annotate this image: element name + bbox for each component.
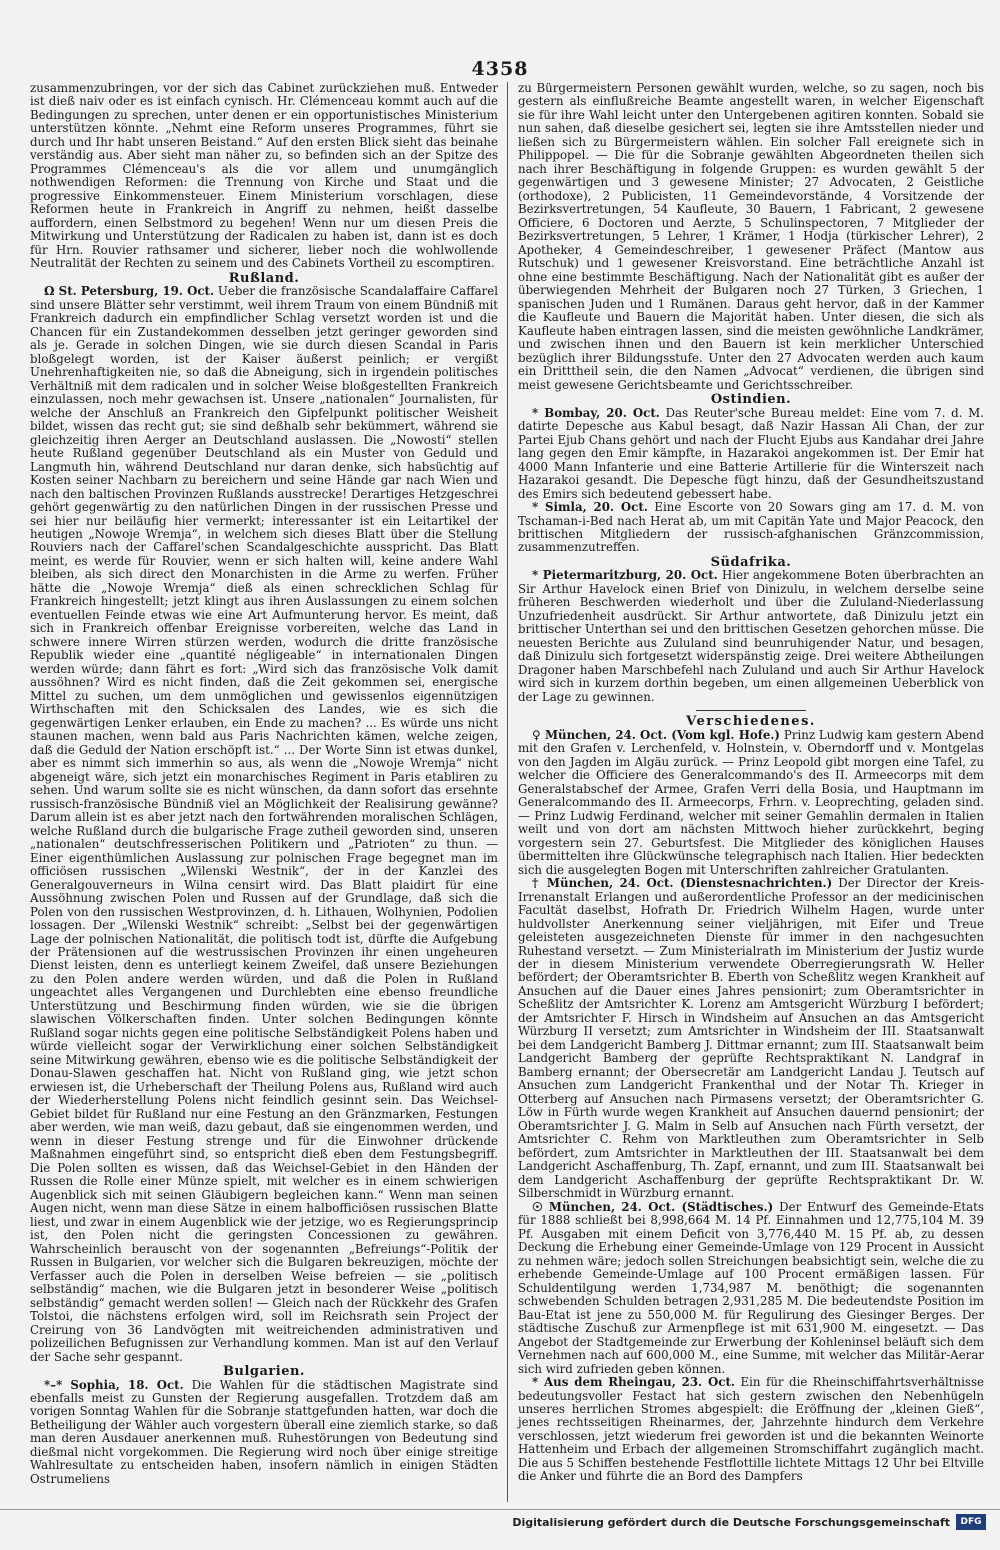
section-heading-verschiedenes: Verschiedenes. [686, 714, 816, 730]
article-muenchen-dienst [518, 877, 984, 1201]
section-divider [696, 710, 806, 711]
article-rheingau [518, 1376, 984, 1484]
dateline: * Bombay, 20. Oct. [532, 405, 660, 420]
article-bombay [518, 407, 984, 501]
article-body: Der Director der Kreis-Irrenanstalt Erlangen und außerordentliche Professor an der medicinischen Facultät daselbst, Hofrath Dr. Friedrich Wilhelm Hagen, wurde unter huldvollster Anerkennung seiner vieljährigen, mit Eifer und Treue geleisteten ausgezeichneten Dienste für immer in den nachgesuchten Ruhestand versetzt. — Zum Ministerialrath im Ministerium der Justiz wurde der in diesem Ministerium verwendete Oberregierungsrath W. Heller befördert; der Oberamtsrichter B. Eberth von Scheßlitz wegen Krankheit auf Ansuchen auf die Dauer eines Jahres pensionirt; zum Oberamtsrichter in Scheßlitz der Amtsrichter K. Lorenz am Amtsgericht Würzburg I befördert; der Amtsrichter F. Hirsch in Windsheim auf Ansuchen an das Amtsgericht Würzburg II versetzt; zum Amtsrichter in Windsheim der III. Staatsanwalt bei dem Landgericht Bamberg J. Dittmar ernannt; zum III. Staatsanwalt beim Landgericht Bamberg der geprüfte Rechtspraktikant N. Landgraf in Bamberg ernannt; der Obersecretär am Landgericht Landau J. Teutsch auf Ansuchen zum Landgericht Frankenthal und der Notar Th. Krieger in Otterberg auf Ansuchen nach Pirmasens versetzt; der Oberamtsrichter G. Löw in Fürth wurde wegen Krankheit auf Ansuchen dauernd pensionirt; der Oberamtsrichter J. G. Malm in Selb auf Ansuchen nach Fürth versetzt, der Amtsrichter C. Rehm von Marktleuthen zum Oberamtsrichter in Selb befördert, zum Amtsrichter in Marktleuthen der III. Staatsanwalt bei dem Landgericht Aschaffenburg, Th. Zapf, ernannt, und zum III. Staatsanwalt bei dem Landgericht Aschaffenburg der geprüfte Rechtspraktikant Dr. W. Silberschmidt in Würzburg ernannt. [518, 876, 984, 1201]
page-number: 4358 [471, 58, 529, 80]
dateline: *–* Sophia, 18. Oct. [44, 1377, 184, 1392]
column-divider [507, 82, 508, 1502]
dateline: * Aus dem Rheingau, 23. Oct. [532, 1375, 736, 1390]
article-simla [518, 501, 984, 555]
article-body: Die Wahlen für die städtischen Magistrate sind ebenfalls meist zu Gunsten der Regierung ausgefallen. Trotzdem daß am vorigen Sonntag Wahlen für die Sobranje stattgefunden hatten, war doch die Betheiligung der Wähler auch vorgestern überall eine ziemlich starke, so daß man deren Ausdauer anerkennen muß. Ruhestörungen von Bedeutung sind dießmal nicht vorgekommen. Die Regierung wird noch über einige streitige Wahlresultate zu entscheiden haben, insofern nämlich in einigen Städten Ostrumeliens [30, 1377, 498, 1486]
digitization-notice: Digitalisierung gefördert durch die Deutsche Forschungsgemeinschaft [512, 1516, 950, 1529]
dfg-logo: DFG [956, 1514, 986, 1530]
article-body: Ueber die französische Scandalaffaire Caffarel sind unsere Blätter sehr verstimmt, weil ihrem Traum von einem Bündniß mit Frankreich dadurch ein empfindlicher Schlag versetzt worden ist und die Chancen für ein Zustandekommen desselben jetzt geringer geworden sind als je. Gerade in solchen Dingen, wie sie durch diesen Scandal in Paris bloßgelegt worden, ist der Kaiser äußerst peinlich; er vergißt Unehrenhaftigkeiten nie, so daß die Abneigung, sich in irgendein politisches Verhältniß mit dem radicalen und in solcher Weise bloßgestellten Frankreich einzulassen, noch mehr gewachsen ist. Unsere „nationalen“ Journalisten, für welche der Anschluß an Frankreich den Gipfelpunkt politischer Weisheit bildet, wissen das recht gut; sie sind deßhalb sehr bekümmert, während sie gleichzeitig ihren Aerger an Deutschland auslassen. Die „Nowosti“ stellen heute Rußland gegenüber Deutschland als ein Muster von Geduld und Langmuth hin, während Deutschland nur daran denke, sich habsüchtig auf Kosten seiner Nachbarn zu bereichern und seine Hände gar nach Wien und nach den baltischen Provinzen Rußlands ausstrecke! Derartiges Hetzgeschrei gehört gegenwärtig zu den natürlichen Dingen in der russischen Presse und sei hier nur beiläufig hier vermerkt; interessanter ist ein Leitartikel der heutigen „Nowoje Wremja“, in welchem sich dieses Blatt über die Stellung Rouviers nach der Caffarel'schen Scandalgeschichte ausspricht. Das Blatt meint, es werde für Rouvier, wenn er sich halten will, keine andere Wahl bleiben, als sich direct den Monarchisten in die Arme zu werfen. Früher hätte die „Nowoje Wremja“ dieß als einen schrecklichen Schlag für Frankreich hingestellt; jetzt klingt aus ihren Auslassungen zu einem solchen eventuellen Feinde etwas wie eine Art Aufmunterung hervor. Es meint, daß sich in Frankreich offenbar Ereignisse vorbereiten, welche das Land in schwere innere Wirren stürzen werden, wodurch die dritte französische Republik wieder eine „quantité négligeable“ in internationalen Dingen werden würde; dann fährt es fort: „Wird sich das französische Volk damit aussöhnen? Wird es nicht finden, daß die Zeit gekommen sei, energische Mittel zu suchen, um dem unmöglichen und gewissenlos eigennützigen Wirthschaften mit den Schicksalen des Landes, wie es sich die gegenwärtigen Lenker erlauben, ein Ende zu machen? ... Es würde uns nicht staunen machen, wenn bald aus Paris Nachrichten kämen, welche zeigen, daß die Geduld der Nation erschöpft ist.“ ... Der Worte Sinn ist etwas dunkel, aber es nimmt sich immerhin so aus, als wenn die „Nowoje Wremja“ nicht abgeneigt wäre, sich jetzt ein monarchisches Regiment in Paris etabliren zu sehen. Und warum sollte sie es nicht wünschen, da dann sofort das ersehnte russisch-französische Bündniß viel an Möglichkeit der Realisirung gewänne? Darum allein ist es aber jetzt nach den fortwährenden moralischen Schlägen, welche Rußland durch die bulgarische Frage zutheil geworden sind, unseren „nationalen“ deutschfresserischen Politikern und „Patrioten“ zu thun. — Einer eigenthümlichen Auslassung zur polnischen Frage begegnet man im officiösen russischen „Wilenski Westnik“, der in der Kanzlei des Generalgouverneurs in Wilna censirt wird. Das Blatt plaidirt für eine Aussöhnung zwischen Polen und Russen auf der Grundlage, daß sich die Polen von den russischen Westprovinzen, d. h. Lithauen, Wolhynien, Podolien lossagen. Der „Wilenski Westnik“ schreibt: „Selbst bei der gegenwärtigen Lage der polnischen Nationalität, die politisch todt ist, dürfte die Aufgebung der Prätensionen auf die westrussischen Provinzen ihr einen ungeheuren Dienst leisten, denn es unterliegt keinem Zweifel, daß unsere Beziehungen zu den Polen andere werden würden, und daß die Polen in Rußland ungeachtet alles Vergangenen und Durchlebten eine ebenso freundliche Unterstützung und Beschirmung finden würden, wie sie die übrigen slawischen Völkerschaften finden. Unter solchen Bedingungen könnte Rußland sogar nichts gegen eine politische Selbständigkeit Polens haben und würde vielleicht sogar der Verwirklichung einer solchen Selbständigkeit seine Mitwirkung gewähren, ebenso wie es die politische Selbständigkeit der Donau-Slawen geschaffen hat. Nicht von Rußland ging, wie jetzt schon erwiesen ist, die Urheberschaft der Theilung Polens aus, Rußland wird auch der Wiederherstellung Polens nicht feindlich gesinnt sein. Das Weichsel-Gebiet bildet für Rußland nur eine Festung an den Gränzmarken, Festungen aber werden, wie man weiß, dazu gebaut, daß sie eingenommen werden, und wenn in dieser Festung strenge und für die Einwohner drückende Maßnahmen eingeführt sind, so entspricht dieß eben dem Festungsbegriff. Die Polen sollten es wissen, daß das Weichsel-Gebiet in den Händen der Russen die Rolle einer Münze spielt, mit welcher es in einem schwierigen Augenblick sich mit seinen Gläubigern begleichen kann.“ Wenn man seinen Augen nicht, wenn man diese Sätze in einem halbofficiösen russischen Blatte liest, und zwar in einem Augenblick wie der jetzige, wo es Regierungsprincip ist, den Polen nicht die geringsten Concessionen zu gewähren. Wahrscheinlich berauscht von der sogenannten „Befreiungs“-Politik der Russen in Bulgarien, vor welcher sich die Bulgaren bekreuzigen, möchte der Verfasser auch die Polen in derselben Weise befreien — sie „politisch selbständig“ machen, wie die Bulgaren jetzt in besonderer Weise „politisch selbständig“ gemacht werden sollen! — Gleich nach der Rückkehr des Grafen Tolstoi, die nächstens erfolgen wird, soll im Reichsrath sein Project der Creirung von 36 Landvögten mit weitreichenden administrativen und polizeilichen Befugnissen zur Verhandlung kommen. Man ist auf den Verlauf der Sache sehr gespannt. [30, 284, 498, 1364]
article-body: Ein für die Rheinschiffahrtsverhältnisse bedeutungsvoller Festact hat sich gestern zwischen den Nebenhügeln unseres herrlichen Stromes abgespielt: die Eröffnung der „kleinen Gieß“, jenes rechtsseitigen Rheinarmes, der, Jahrzehnte hindurch dem Verkehre verschlossen, jetzt wiederum frei geworden ist und die bekannten Weinorte Hattenheim und Erbach der allgemeinen Stromschiffahrt zugänglich macht. Die aus 5 Schiffen bestehende Festflottille lichtete Mittags 12 Uhr bei Eltville die Anker und führte die an Bord des Dampfers [518, 1375, 985, 1484]
dateline: * Simla, 20. Oct. [532, 500, 648, 515]
article-sophia [30, 1379, 498, 1487]
article-muenchen-staedtisch [518, 1201, 984, 1376]
article-petersburg [30, 285, 498, 1364]
article-continuation: zusammenzubringen, vor der sich das Cabinet zurückziehen muß. Entweder ist dieß naiv oder es ist einfach cynisch. Hr. Clémenceau kommt auch auf die Bedingungen zu sprechen, unter denen er ein opportunistisches Ministerium unterstützen könnte. „Nehmt eine Reform unseres Programmes, führt sie durch und Ihr habt unseren Beistand.“ Auf den ersten Blick sieht das beinahe verständig aus. Aber sieht man näher zu, so befinden sich an der Spitze des Programmes Clémenceau's als die vor allem und unumgänglich nothwendigen Reformen: die Trennung von Kirche und Staat und die progressive Einkommensteuer. Einem Ministerium vorschlagen, diese Reformen heute in Frankreich in Angriff zu nehmen, heißt dasselbe auffordern, einen Selbstmord zu begehen! Wenn nur um diesen Preis die Mitwirkung und Unterstützung der Radicalen zu haben ist, dann ist es doch für Hrn. Rouvier rathsamer und sicherer, lieber noch die wohlwollende Neutralität der Rechten zu seinem und des Cabinets Vortheil zu escomptiren. [30, 81, 498, 271]
dateline: ♀ München, 24. Oct. (Vom kgl. Hofe.) [532, 727, 781, 742]
section-heading-bulgarien: Bulgarien. [223, 1364, 305, 1380]
dateline: ☉ München, 24. Oct. (Städtisches.) [532, 1199, 774, 1214]
article-continuation: zu Bürgermeistern Personen gewählt wurden, welche, so zu sagen, noch bis gestern als einflußreiche Beamte angestellt waren, in welcher Eigenschaft sie für ihre Wahl leicht unter den Untergebenen agitiren konnten. Sobald sie nun sahen, daß dieselbe gesichert sei, legten sie ihre Amtsstellen nieder und ließen sich zu Bürgermeistern wählen. Ein solcher Fall ereignete sich in Philippopel. — Die für die Sobranje gewählten Abgeordneten theilen sich nach ihrer Beschäftigung in folgende Gruppen: es wurden gewählt 5 der gegenwärtigen und 3 gewesene Minister; 27 Advocaten, 2 Geistliche (orthodoxe), 2 Publicisten, 11 Gemeindevorstände, 4 Vorsitzende der Bezirksvertretungen, 54 Kaufleute, 30 Bauern, 1 Fabricant, 2 gewesene Officiere, 6 Doctoren und Aerzte, 5 Schulinspectoren, 7 Mitglieder der Bezirksvertretungen, 5 Lehrer, 1 Krämer, 1 Hodja (türkischer Lehrer), 2 Apotheker, 4 Gemeindeschreiber, 1 gewesener Präfect (Mantow aus Rutschuk) und 1 gewesener Kreisvorstand. Eine beträchtliche Anzahl ist ohne eine bestimmte Beschäftigung. Nach der Nationalität gibt es außer der überwiegenden Mehrheit der Bulgaren noch 27 Türken, 3 Griechen, 1 spanischen Juden und 1 Rumänen. Daraus geht hervor, daß in der Kammer die Kaufleute und Bauern die Majorität haben. Unter diesen, die sich als Kaufleute haben eintragen lassen, sind die meisten gewöhnliche Landkrämer, und zwischen ihnen und den Bauern ist kein merklicher Unterschied bezüglich ihrer Bildungsstufe. Unter den 27 Advocaten werden auch kaum ein Dritttheil sein, die den Namen „Advocat“ verdienen, die übrigen sind meist gewesene Gerichtsbeamte und Gerichtsschreiber. [518, 81, 984, 392]
section-heading-suedafrika: Südafrika. [710, 554, 792, 570]
dateline: * Pietermaritzburg, 20. Oct. [532, 568, 718, 583]
dateline: † München, 24. Oct. (Dienstesnachrichten.) [532, 876, 833, 891]
article-body: Hier angekommene Boten überbrachten an Sir Arthur Havelock einen Brief von Dinizulu, in welchem derselbe seine früheren Beschwerden wiederholt und über die Zululand-Niederlassung Unzufriedenheit ausdrückt. Sir Arthur antwortete, daß Dinizulu jetzt ein brittischer Unterthan sei und den brittischen Gesetzen gehorchen müsse. Die neuesten Berichte aus Zululand sind beunruhigender Natur, und besagen, daß Dinizulu sich fortgesetzt widerspänstig zeige. Drei weitere Abtheilungen Dragoner haben Marschbefehl nach Zululand und auch Sir Arthur Havelock wird sich in kurzem dorthin begeben, um einen allgemeinen Ueberblick von der Lage zu gewinnen. [518, 568, 984, 704]
article-body: Eine Escorte von 20 Sowars ging am 17. d. M. von Tschaman-i-Bed nach Herat ab, um mit Capitän Yate und Major Peacock, den brittischen Mitgliedern der russisch-afghanischen Gränzcommission, zusammenzutreffen. [518, 500, 984, 555]
dateline: Ω St. Petersburg, 19. Oct. [44, 284, 215, 299]
article-pietermaritzburg [518, 569, 984, 704]
article-body: Das Reuter'sche Bureau meldet: Eine vom 7. d. M. datirte Depesche aus Kabul besagt, daß Nazir Hassan Ali Chan, der zur Partei Ejub Chans gehört und nach der Flucht Ejubs aus Kandahar drei Jahre lang gegen den Emir kämpfte, in Hazarakoi angekommen ist. Der Emir hat 4000 Mann Infanterie und eine Batterie Artillerie für die Winterszeit nach Hazarakoi gesandt. Die Depesche fügt hinzu, daß der Gesundheitszustand des Emirs sich bedeutend gebessert habe. [518, 405, 984, 501]
footer-rule [0, 1509, 1000, 1510]
right-column [518, 82, 984, 1484]
article-body: Der Entwurf des Gemeinde-Etats für 1888 schließt bei 8,998,664 M. 14 Pf. Einnahmen und 12,775,104 M. 39 Pf. Ausgaben mit einem Deficit von 3,776,440 M. 15 Pf. ab, zu dessen Deckung die Erhebung einer Gemeinde-Umlage von 129 Procent in Aussicht zu nehmen wäre; jedoch sollen Streichungen beabsichtigt sein, welche die zu erhebende Gemeinde-Umlage auf 100 Procent ermäßigen lassen. Für Schuldentilgung werden 1,734,987 M. benöthigt; die sogenannten schwebenden Schulden betragen 2,931,285 M. Die bedeutendste Position im Bau-Etat ist jene zu 550,000 M. für Regulirung des Giesinger Berges. Der städtische Zuschuß zur Armenpflege ist mit 631,900 M. eingesetzt. — Das Angebot der Stadtgemeinde zur Erwerbung der Kohleninsel beläuft sich dem Vernehmen nach auf 600,000 M., eine Summe, mit welcher das Militär-Aerar sich wird zufrieden geben können. [518, 1199, 984, 1376]
left-column [30, 82, 498, 1486]
article-muenchen-hof [518, 729, 984, 877]
section-heading-ostindien: Ostindien. [710, 392, 792, 408]
article-body: Prinz Ludwig kam gestern Abend mit den Grafen v. Lerchenfeld, v. Holnstein, v. Oberndorff und v. Montgelas von den Jagden im Algäu zurück. — Prinz Leopold gibt morgen eine Tafel, zu welcher die Officiere des Generalcommando's des II. Armeecorps mit dem Generalstabschef der Armee, Grafen Verri della Bosia, und Hauptmann im Generalcommando des II. Armeecorps, Frhrn. v. Leoprechting, geladen sind. — Prinz Ludwig Ferdinand, welcher mit seiner Gemahlin dermalen in Italien weilt und von dort am nächsten Mittwoch hieher zurückkehrt, beging vorgestern sein 27. Geburtsfest. Die Mitglieder des königlichen Hauses übermittelten ihre Glückwünsche telegraphisch nach Italien. Hier bedeckten sich die ausgelegten Bogen mit Unterschriften zahlreicher Gratulanten. [518, 727, 985, 877]
section-heading-russland: Rußland. [228, 270, 300, 286]
